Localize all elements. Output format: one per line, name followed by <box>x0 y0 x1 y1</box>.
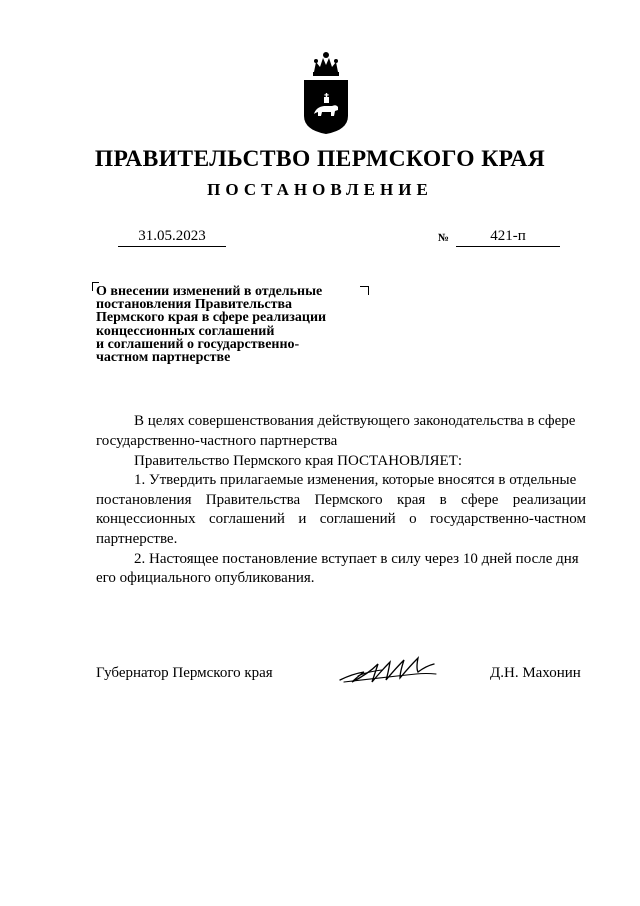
organization-title: ПРАВИТЕЛЬСТВО ПЕРМСКОГО КРАЯ <box>94 146 546 172</box>
body-paragraph-line: концессионных соглашений и соглашений о государственно-частном <box>96 511 586 527</box>
body-paragraph-line: 2. Настоящее постановление вступает в силу через 10 дней после дня <box>134 551 579 567</box>
body-paragraph-line: постановления Правительства Пермского края в сфере реализации <box>96 492 586 508</box>
document-date: 31.05.2023 <box>118 226 226 247</box>
handwritten-signature-icon <box>338 652 438 690</box>
document-subject <box>96 285 366 364</box>
number-label: № <box>438 232 450 244</box>
body-paragraph-line: партнерстве. <box>96 531 178 547</box>
subject-line: постановления Правительства <box>96 297 292 313</box>
subject-line: и соглашений о государственно- <box>96 336 300 352</box>
subject-line: Пермского края в сфере реализации <box>96 310 327 326</box>
document-number: 421-п <box>456 226 560 247</box>
body-paragraph-line: его официального опубликования. <box>96 570 315 586</box>
document-type: ПОСТАНОВЛЕНИЕ <box>207 180 433 199</box>
resolution-statement: Правительство Пермского края ПОСТАНОВЛЯЕТ: <box>134 453 463 469</box>
subject-line: О внесении изменений в отдельные <box>96 284 323 299</box>
subject-line: частном партнерстве <box>96 350 231 366</box>
signatory-title: Губернатор Пермского края <box>96 665 273 681</box>
body-paragraph-line: В целях совершенствования действующего законодательства в сфере <box>134 413 576 429</box>
body-paragraph-line: 1. Утвердить прилагаемые изменения, которые вносятся в отдельные <box>134 472 577 488</box>
coat-of-arms-icon <box>298 50 354 136</box>
body-paragraph-line: государственно-частного партнерства <box>96 433 338 449</box>
subject-line: концессионных соглашений <box>96 323 275 339</box>
signatory-name: Д.Н. Махонин <box>490 665 581 681</box>
